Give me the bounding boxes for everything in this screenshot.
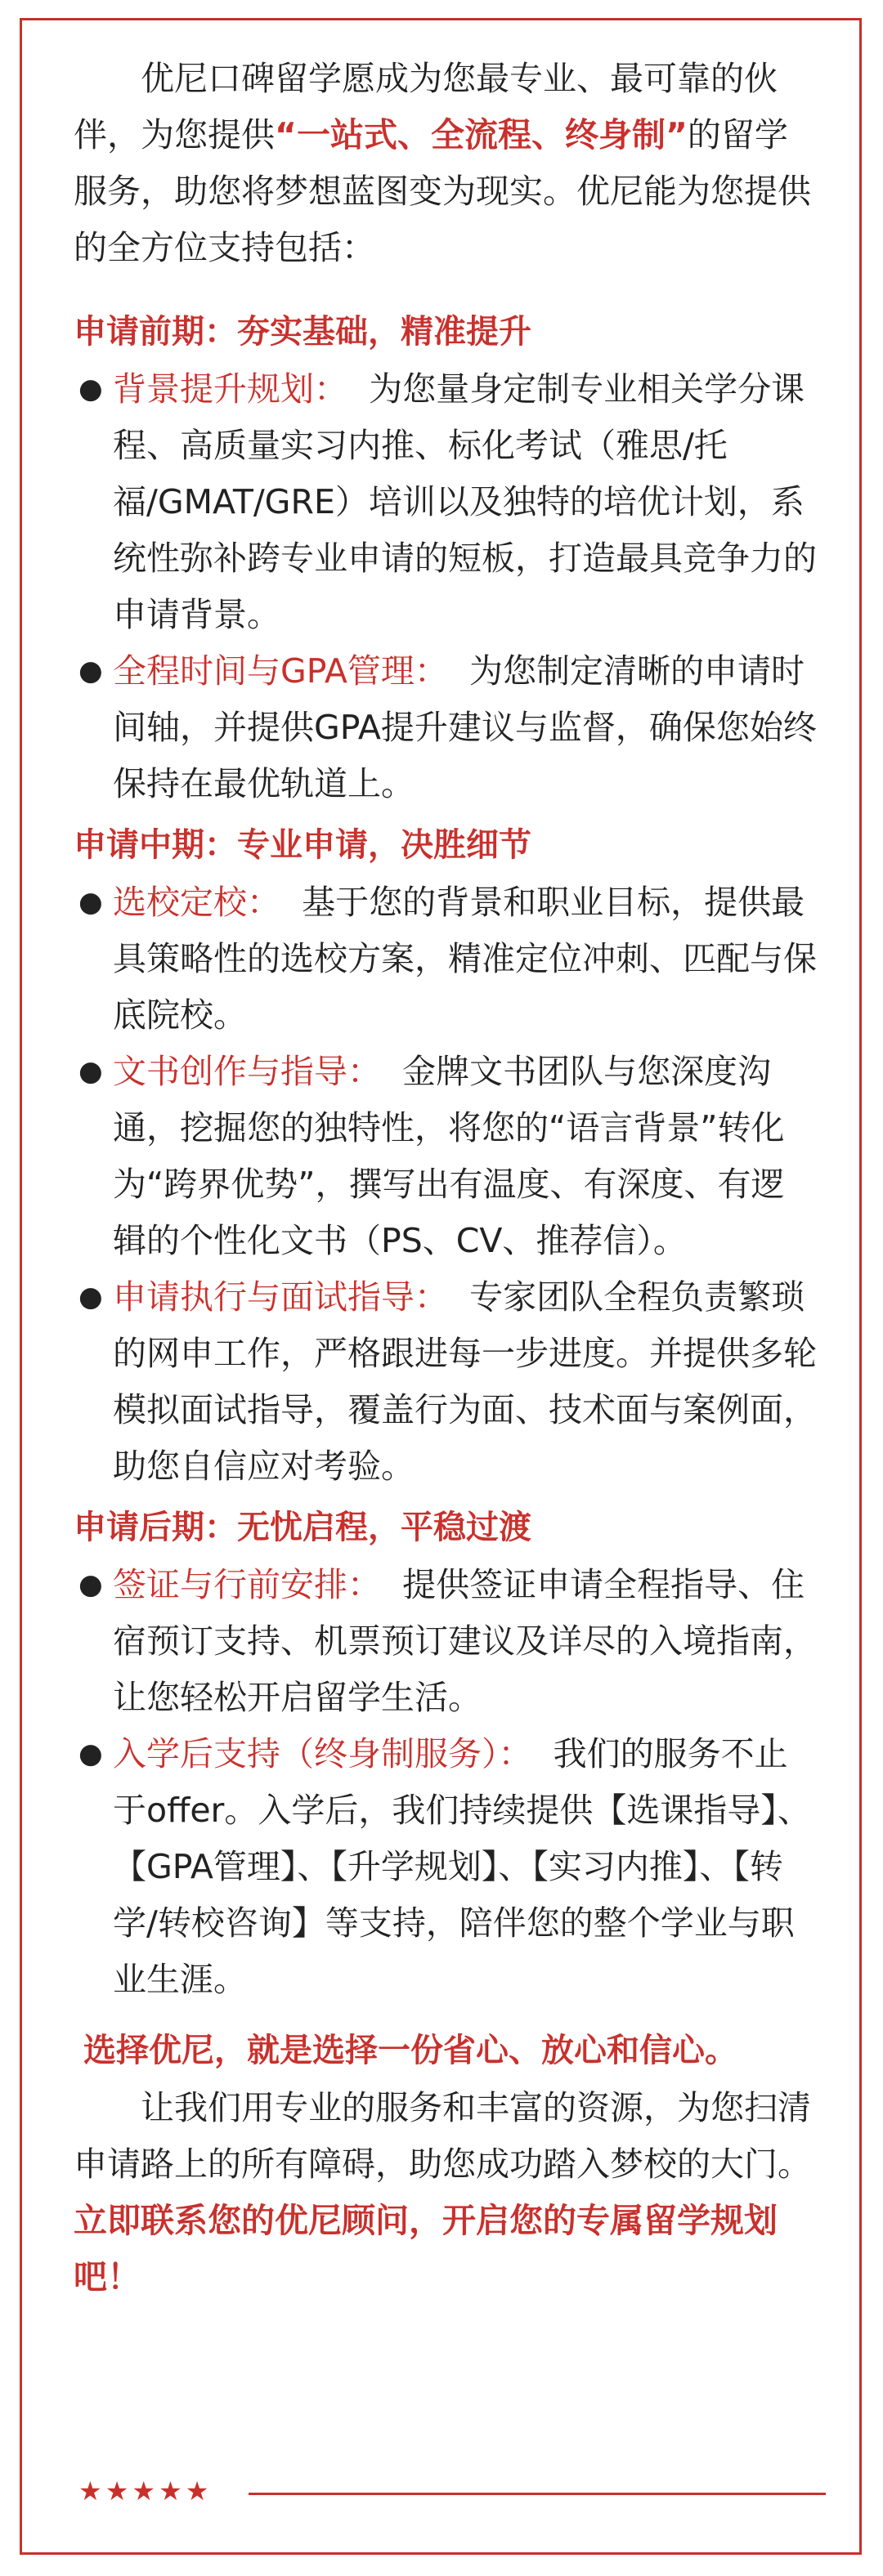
intro-paragraph: [74, 51, 818, 276]
bullet-icon: ●: [78, 886, 103, 919]
list-item: [74, 1044, 818, 1269]
item-term: 全程时间与GPA管理：: [113, 651, 448, 691]
section-title-pre: 申请前期：夯实基础，精准提升: [74, 313, 531, 351]
list-item: [74, 874, 818, 1044]
item-desc: 专家团队全程负责繁琐的网申工作，严格跟进每一步进度。并提供多轮模拟面试指导，覆盖行为面、技术面与案例面，助您自信应对考验。: [113, 1277, 817, 1486]
bullet-icon: ●: [78, 373, 103, 405]
bullet-icon: ●: [78, 1568, 103, 1601]
bullet-icon: ●: [78, 1281, 103, 1313]
item-term: 申请执行与面试指导：: [113, 1277, 448, 1317]
list-item: [74, 1557, 818, 1726]
item-desc: 金牌文书团队与您深度沟通，挖掘您的独特性，将您的“语言背景”转化为“跨界优势”，撰写出有温度、有深度、有逻辑的个性化文书（PS、CV、推荐信）。: [113, 1052, 785, 1260]
closing-slogan: 选择优尼，就是选择一份省心、放心和信心。: [83, 2032, 737, 2069]
intro-highlight: “一站式、全流程、终身制”: [275, 115, 688, 154]
item-desc: 我们的服务不止于offer。入学后，我们持续提供【选课指导】、【GPA管理】、【升学规划】、【实习内推】、【转学/转校咨询】等支持，陪伴您的整个学业与职业生涯。: [113, 1734, 811, 1999]
intro-lead: 优尼口碑留学愿成为您最专业、最可靠的伙伴，为您提供: [74, 59, 778, 154]
section-title-mid: 申请中期：专业申请，决胜细节: [74, 826, 531, 864]
closing-body: 让我们用专业的服务和丰富的资源，为您扫清申请路上的所有障碍，助您成功踏入梦校的大门。: [74, 2088, 811, 2184]
list-item: [74, 361, 818, 643]
item-term: 签证与行前安排：: [113, 1565, 381, 1604]
closing-paragraph: [74, 2080, 818, 2305]
closing-cta: 立即联系您的优尼顾问，开启您的专属留学规划吧！: [74, 2201, 778, 2296]
section-title-post: 申请后期：无忧启程，平稳过渡: [74, 1509, 531, 1546]
bullet-icon: ●: [78, 1737, 103, 1770]
item-term: 文书创作与指导：: [113, 1052, 381, 1091]
section-list-mid: [74, 874, 818, 1495]
intro-tail: 的留学服务，助您将梦想蓝图变为现实。优尼能为您提供的全方位支持包括：: [74, 115, 811, 267]
item-term: 选校定校：: [113, 883, 280, 922]
list-item: [74, 1269, 818, 1495]
stars-icon: ★★★★★: [78, 2475, 213, 2507]
item-term: 背景提升规划：: [113, 369, 347, 409]
item-desc: 为您制定清晰的申请时间轴，并提供GPA提升建议与监督，确保您始终保持在最优轨道上。: [113, 651, 817, 803]
section-list-post: [74, 1557, 818, 2008]
item-desc: 提供签证申请全程指导、住宿预订支持、机票预订建议及详尽的入境指南，让您轻松开启留学生活。: [113, 1565, 817, 1717]
section-list-pre: [74, 361, 818, 812]
list-item: [74, 1726, 818, 2008]
bullet-icon: ●: [78, 655, 103, 687]
divider-line: [249, 2493, 826, 2495]
footer-decoration: [78, 2475, 826, 2507]
list-item: [74, 643, 818, 812]
item-desc: 基于您的背景和职业目标，提供最具策略性的选校方案，精准定位冲刺、匹配与保底院校。: [113, 883, 817, 1035]
item-term: 入学后支持（终身制服务）：: [113, 1734, 532, 1773]
bullet-icon: ●: [78, 1055, 103, 1088]
article-body: [74, 51, 818, 2305]
item-desc: 为您量身定制专业相关学分课程、高质量实习内推、标化考试（雅思/托福/GMAT/GRE）培训以及独特的培优计划，系统性弥补跨专业申请的短板，打造最具竞争力的申请背景。: [113, 369, 817, 634]
